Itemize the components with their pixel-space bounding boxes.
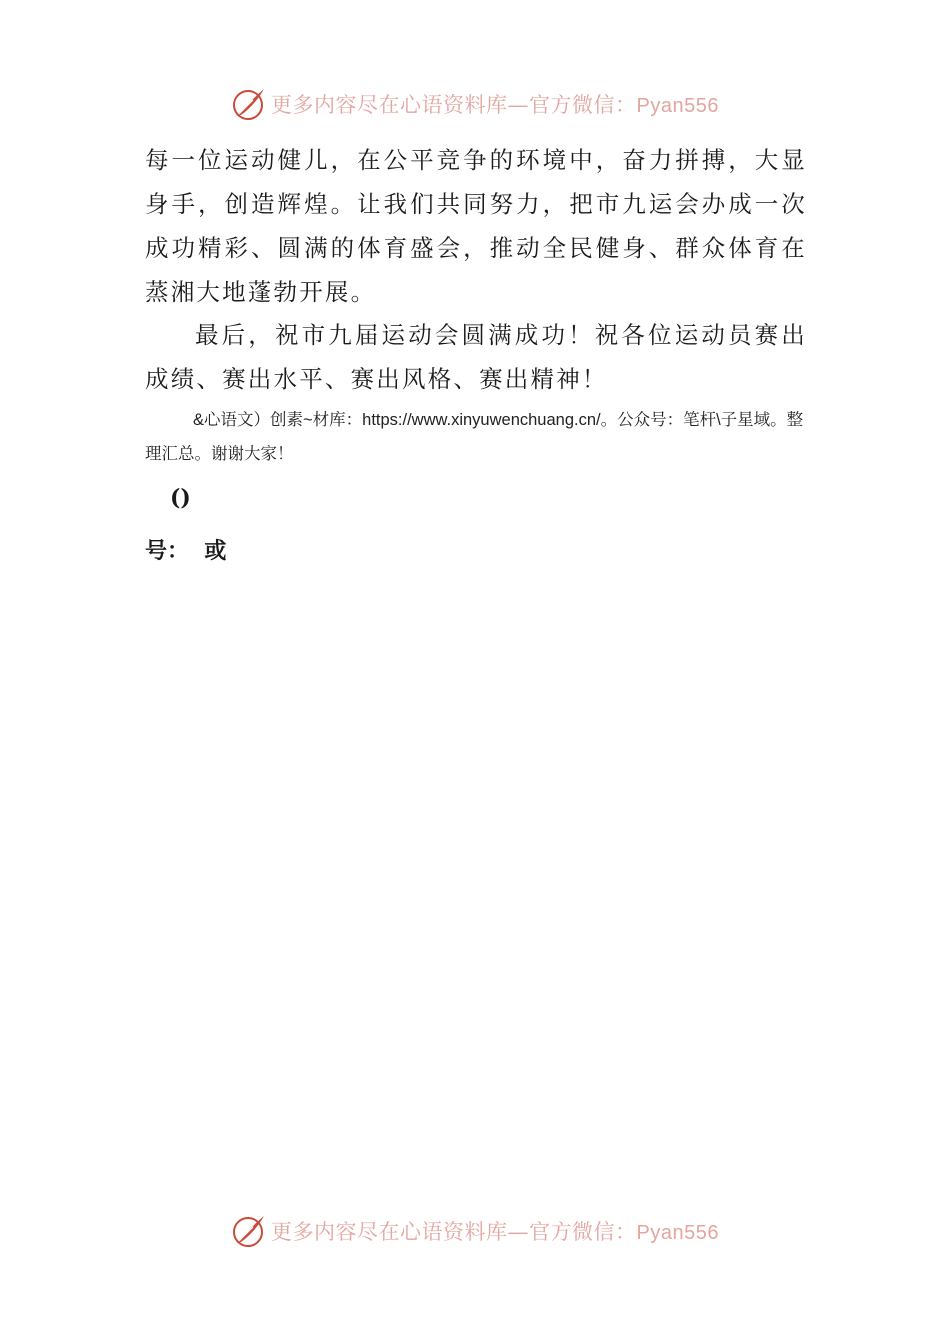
paragraph-1: 每一位运动健儿，在公平竞争的环境中，奋力拼搏，大显身手，创造辉煌。让我们共同努力，把市九运会办成一次成功精彩、圆满的体育盛会，推动全民健身、群众体育在蒸湘大地蓬勃开展。	[145, 146, 807, 306]
quill-logo-icon	[231, 1213, 267, 1249]
label-line: 号： 或	[145, 538, 227, 564]
watermark-text	[271, 1216, 719, 1246]
paragraph-2: 最后，祝市九届运动会圆满成功！祝各位运动员赛出成绩、赛出水平、赛出风格、赛出精神！	[145, 321, 807, 393]
header-watermark	[0, 84, 950, 124]
watermark-main: 更多内容尽在心语资料库—官方微信：	[271, 93, 637, 117]
watermark-text	[271, 89, 719, 119]
paren-mark: ()	[170, 485, 191, 511]
footer-watermark	[0, 1211, 950, 1251]
source-note: &心语文）创素~材库：https://www.xinyuwenchuang.cn/。公众号：笔杆\子星域。整理汇总。谢谢大家！	[145, 411, 804, 463]
quill-logo-icon	[231, 86, 267, 122]
watermark-id: Pyan556	[636, 1222, 719, 1244]
watermark-id: Pyan556	[636, 95, 719, 117]
watermark-main: 更多内容尽在心语资料库—官方微信：	[271, 1220, 637, 1244]
